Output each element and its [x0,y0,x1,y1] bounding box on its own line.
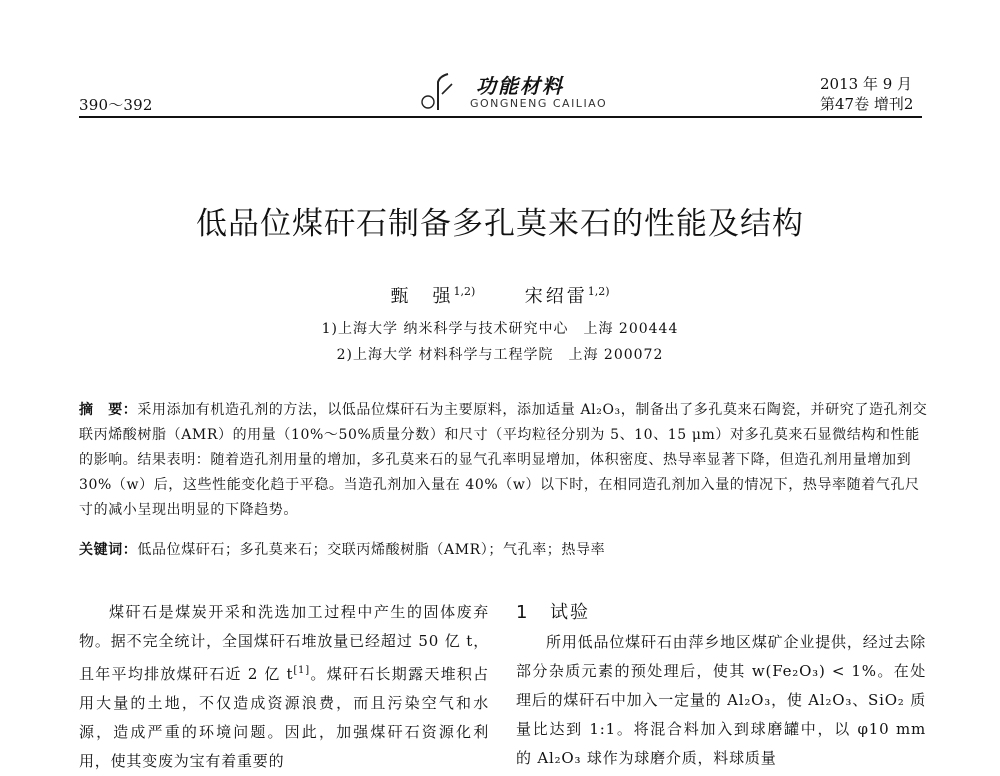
page-range: 390～392 [79,96,153,114]
intro-paragraph-part-a: 煤矸石是煤炭开采和洗选加工过程中产生的固体废弃物。据不完全统计，全国煤矸石堆放量已经超过 50 亿 t，且年平均排放煤矸石近 2 亿 t [79,603,489,683]
section-number: 1 [516,602,530,623]
paper-title: 低品位煤矸石制备多孔莫来石的性能及结构 [196,206,804,242]
section-heading [516,598,926,628]
header-divider [79,116,922,118]
abstract [79,398,929,523]
keywords-label: 关键词： [79,542,138,558]
affiliation-2: 2)上海大学 材料科学与工程学院 上海 200072 [336,347,664,363]
journal-name-en: GONGNENG CAILIAO [470,97,608,110]
author-list [0,282,1000,308]
issue-info [820,74,913,114]
abstract-label: 摘 要： [79,402,138,418]
section-title: 试验 [550,602,590,623]
body-left-column [79,598,489,776]
journal-name-cn: 功能材料 [476,74,564,98]
keywords [79,538,929,563]
body-right-column [516,598,926,773]
author-affiliation-mark: 1,2) [453,285,476,298]
author-affiliation-mark: 1,2) [587,285,610,298]
abstract-text: 采用添加有机造孔剂的方法，以低品位煤矸石为主要原料，添加适量 Al₂O₃，制备出了多孔莫来石陶瓷，并研究了造孔剂交联丙烯酸树脂（AMR）的用量（10%～50%质量分数）和尺寸（平均粒径分别为 5、10、15 μm）对多孔莫来石显微结构和性能的影响。结果表明：随着造孔剂用量的增加，多孔莫来石的显气孔率明显增加，体积密度、热导率显著下降，但造孔剂用量增加到 30%（w）后，这些性能变化趋于平稳。当造孔剂加入量在 40%（w）以下时，在相同造孔剂加入量的情况下，热导率随着气孔尺寸的减小呈现出明显的下降趋势。 [79,402,928,518]
keywords-text: 低品位煤矸石；多孔莫来石；交联丙烯酸树脂（AMR）；气孔率；热导率 [137,542,606,558]
author-name: 甄 强 [390,286,454,307]
intro-paragraph-part-b: 。煤矸石长期露天堆积占用大量的土地，不仅造成资源浪费，而且污染空气和水源，造成严重的环境问题。因此，加强煤矸石资源化利用，使其变废为宝有着重要的 [79,665,489,770]
issue-date: 2013 年 9 月 [820,75,913,93]
issue-volume: 第47卷 增刊2 [820,95,914,113]
journal-logo [418,66,608,114]
citation: [1] [293,665,310,676]
author-name: 宋绍雷 [524,286,588,307]
experiment-paragraph: 所用低品位煤矸石由萍乡地区煤矿企业提供，经过去除部分杂质元素的预处理后，使其 w(Fe₂O₃) < 1%。在处理后的煤矸石中加入一定量的 Al₂O₃，使 Al₂O₃、SiO₂ 质量比达到 1:1。将混合料加入到球磨罐中，以 φ10 mm 的 Al₂O₃ 球作为球磨介质，料球质量 [516,633,926,767]
journal-logo-icon [418,72,456,112]
affiliation-1: 1)上海大学 纳米科学与技术研究中心 上海 200444 [321,321,679,337]
